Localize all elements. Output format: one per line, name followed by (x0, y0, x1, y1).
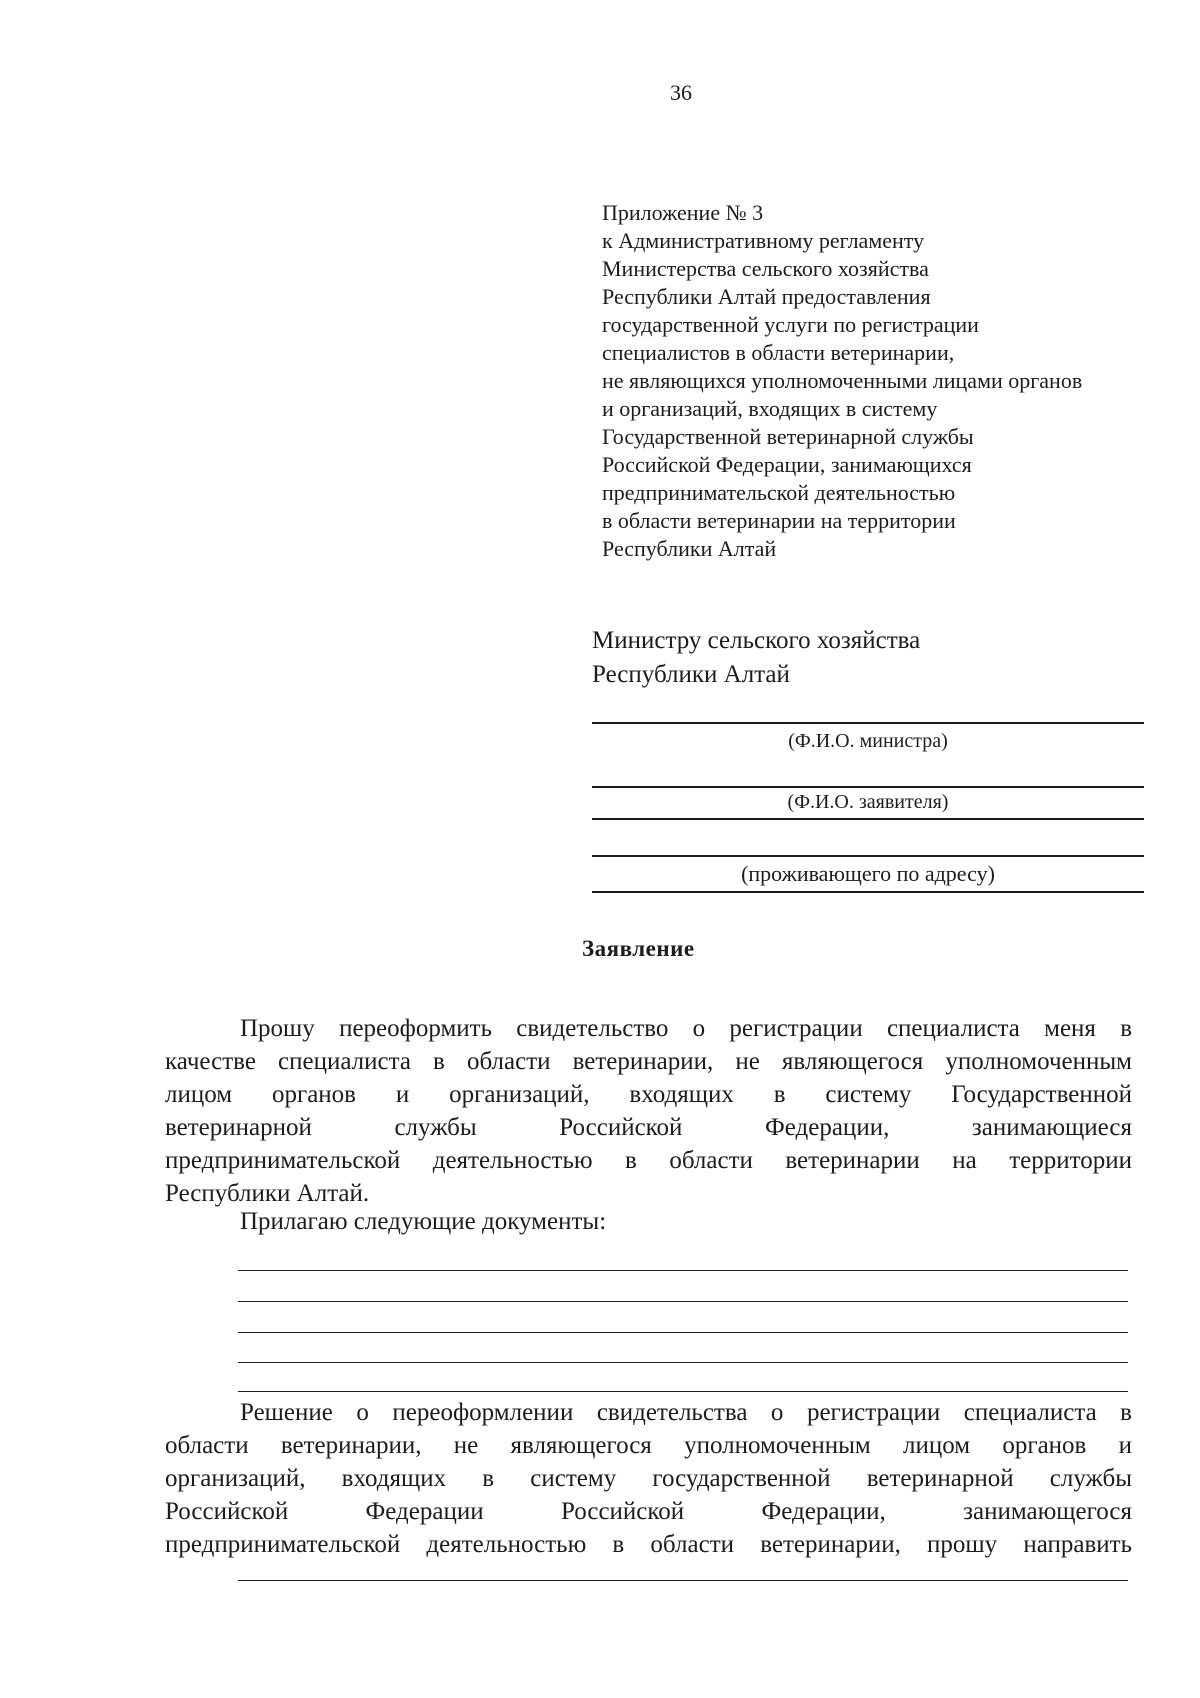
appendix-line: специалистов в области ветеринарии, (602, 340, 955, 365)
paragraph-line: Решение о переоформлении свидетельства о регистрации специалиста в (240, 1399, 1132, 1426)
appendix-line: Республики Алтай (602, 536, 777, 561)
applicant-name-field[interactable] (592, 786, 1144, 788)
request-paragraph (165, 1012, 1132, 1210)
appendix-line: и организаций, входящих в систему (602, 396, 938, 421)
paragraph-line: организаций, входящих в систему государственной ветеринарной службы (165, 1465, 1132, 1492)
attachment-line-5[interactable] (238, 1391, 1128, 1392)
appendix-note (602, 199, 1082, 563)
paragraph-line: Республики Алтай. (165, 1180, 370, 1207)
appendix-line: не являющихся уполномоченными лицами органов (602, 368, 1083, 393)
applicant-name-underline (592, 818, 1144, 820)
page-number: 36 (670, 80, 692, 105)
addressee-line: Министру сельского хозяйства (592, 627, 921, 654)
appendix-line: предпринимательской деятельностью (602, 480, 956, 505)
document-heading: Заявление (582, 936, 695, 961)
appendix-line: Российской Федерации, занимающихся (602, 452, 972, 477)
address-caption: (проживающего по адресу) (741, 861, 995, 886)
attachment-line-4[interactable] (238, 1362, 1128, 1363)
attachment-line-3[interactable] (238, 1332, 1128, 1333)
address-underline (592, 891, 1144, 893)
paragraph-line: предпринимательской деятельностью в области ветеринарии на территории (165, 1147, 1132, 1174)
appendix-line: государственной услуги по регистрации (602, 312, 979, 337)
appendix-line: Министерства сельского хозяйства (602, 256, 929, 281)
minister-name-field[interactable] (592, 722, 1144, 724)
appendix-line: к Административному регламенту (602, 228, 925, 253)
appendix-line: в области ветеринарии на территории (602, 508, 956, 533)
attachment-line-1[interactable] (238, 1270, 1128, 1271)
delivery-address-field[interactable] (238, 1580, 1128, 1581)
paragraph-line: качестве специалиста в области ветеринарии, не являющегося уполномоченным (165, 1048, 1132, 1075)
applicant-name-caption: (Ф.И.О. заявителя) (787, 791, 949, 813)
paragraph-line: лицом органов и организаций, входящих в систему Государственной (165, 1081, 1132, 1108)
attachment-line-2[interactable] (238, 1301, 1128, 1302)
paragraph-line: ветеринарной службы Российской Федерации, занимающиеся (165, 1114, 1132, 1141)
decision-paragraph (165, 1396, 1132, 1561)
addressee-line: Республики Алтай (592, 661, 790, 688)
paragraph-line: Прошу переоформить свидетельство о регистрации специалиста меня в (240, 1015, 1132, 1042)
minister-name-caption: (Ф.И.О. министра) (788, 730, 948, 752)
appendix-line: Государственной ветеринарной службы (602, 424, 974, 449)
paragraph-line: предпринимательской деятельностью в области ветеринарии, прошу направить (165, 1531, 1132, 1558)
addressee-block (592, 624, 920, 692)
appendix-line: Республики Алтай предоставления (602, 284, 931, 309)
address-field[interactable] (592, 855, 1144, 857)
paragraph-line: Российской Федерации Российской Федерации, занимающегося (165, 1498, 1132, 1525)
paragraph-line: области ветеринарии, не являющегося уполномоченным лицом органов и (165, 1432, 1132, 1459)
appendix-line: Приложение № 3 (602, 200, 764, 225)
attachments-label: Прилагаю следующие документы: (240, 1208, 607, 1235)
